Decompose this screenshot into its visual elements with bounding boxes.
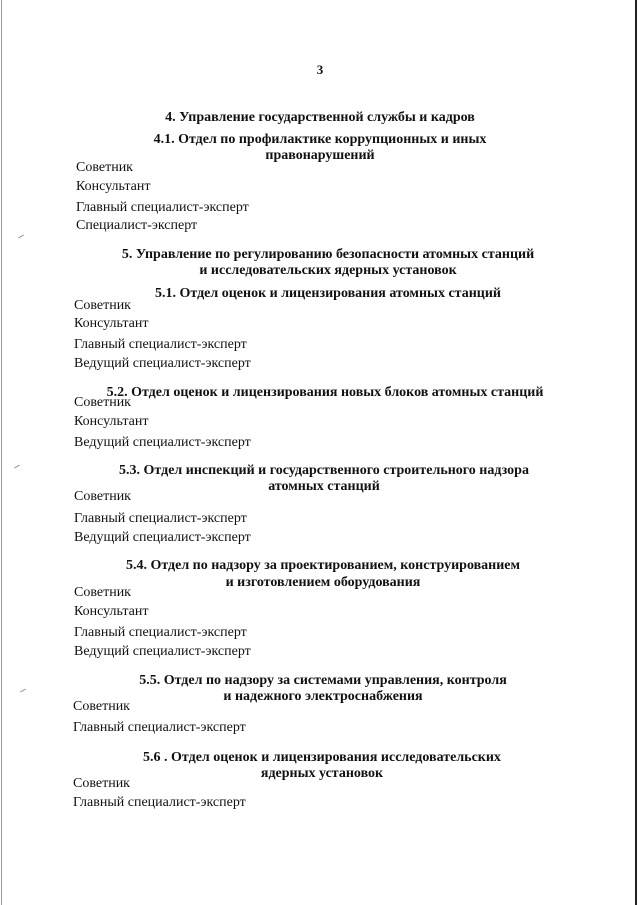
position-item: Советник [74, 298, 131, 313]
section-5-heading-line1: 5. Управление по регулированию безопасности атомных станций [121, 247, 535, 262]
section-5-3-heading-line2: атомных станций [268, 479, 380, 494]
section-4-1-heading-line1: 4.1. Отдел по профилактике коррупционных и иных [153, 132, 487, 147]
section-5-5-heading-line1: 5.5. Отдел по надзору за системами управления, контроля [139, 673, 507, 688]
position-item: Консультант [74, 316, 149, 331]
position-item: Ведущий специалист-эксперт [74, 644, 251, 659]
position-item: Консультант [74, 604, 149, 619]
position-item: Советник [74, 585, 131, 600]
section-5-5-heading-line2: и надежного электроснабжения [223, 689, 423, 704]
position-item: Консультант [76, 179, 151, 194]
position-item: Советник [73, 699, 130, 714]
position-item: Главный специалист-эксперт [74, 625, 247, 640]
section-5-2-heading: 5.2. Отдел оценок и лицензирования новых блоков атомных станций [106, 385, 544, 400]
position-item: Ведущий специалист-эксперт [74, 435, 251, 450]
position-item: Советник [74, 489, 131, 504]
position-item: Главный специалист-эксперт [74, 337, 247, 352]
position-item: Главный специалист-эксперт [73, 795, 246, 810]
position-item: Главный специалист-эксперт [73, 720, 246, 735]
position-item: Ведущий специалист-эксперт [74, 356, 251, 371]
section-5-6-heading-line1: 5.6 . Отдел оценок и лицензирования исследовательских [143, 750, 501, 765]
position-item: Советник [73, 776, 130, 791]
section-5-4-heading-line2: и изготовлением оборудования [225, 575, 421, 590]
section-4-1-heading-line2: правонарушений [265, 148, 375, 163]
position-item: Главный специалист-эксперт [76, 200, 249, 215]
position-item: Советник [76, 160, 133, 175]
section-5-6-heading-line2: ядерных установок [260, 766, 384, 781]
section-5-4-heading-line1: 5.4. Отдел по надзору за проектированием, конструированием [125, 558, 521, 573]
position-item: Ведущий специалист-эксперт [74, 530, 251, 545]
position-item: Советник [74, 395, 131, 410]
section-4-heading: 4. Управление государственной службы и кадров [165, 110, 475, 125]
scan-mark [18, 235, 24, 239]
section-5-1-heading: 5.1. Отдел оценок и лицензирования атомных станций [154, 286, 501, 301]
page-number: 3 [316, 62, 324, 77]
position-item: Главный специалист-эксперт [74, 511, 247, 526]
position-item: Специалист-эксперт [76, 218, 198, 233]
section-5-heading-line2: и исследовательских ядерных установок [199, 263, 457, 278]
section-5-3-heading-line1: 5.3. Отдел инспекций и государственного строительного надзора [119, 463, 529, 478]
position-item: Консультант [74, 414, 149, 429]
